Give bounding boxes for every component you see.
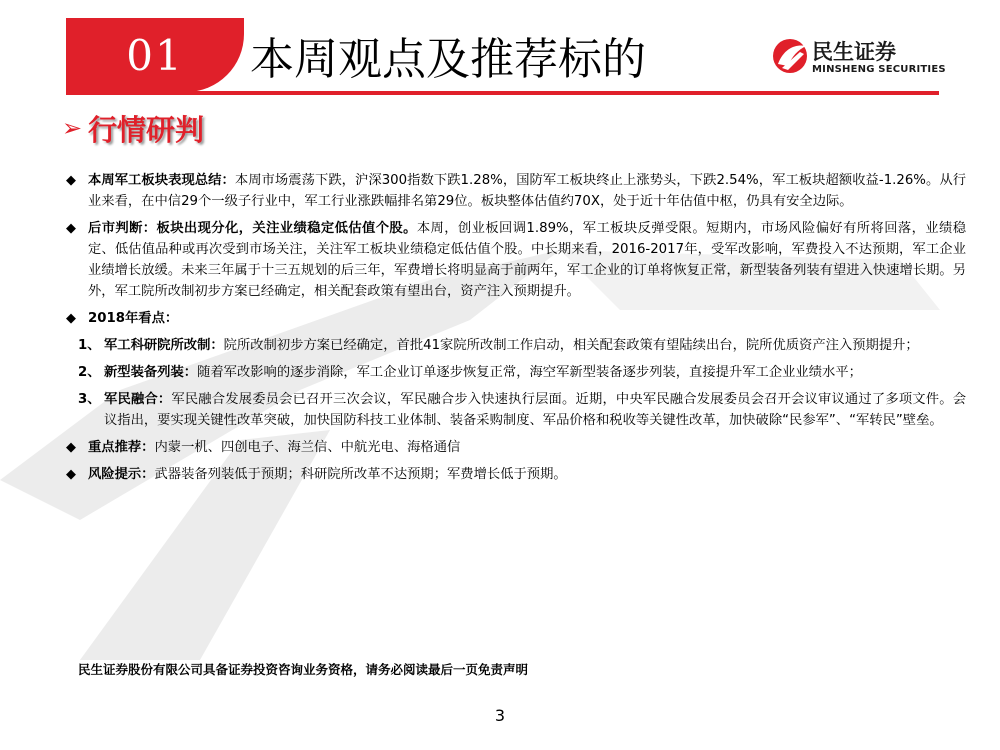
diamond-bullet-icon: ◆ xyxy=(66,311,76,326)
logo-english-name: MINSHENG SECURITIES xyxy=(812,64,946,75)
diamond-bullet-icon: ◆ xyxy=(66,173,76,188)
sub-item-index: 3、 xyxy=(78,392,101,407)
bullet-item-outlook xyxy=(66,218,966,302)
sub-item-label: 军工科研院所改制： xyxy=(104,338,224,353)
sub-item-index: 1、 xyxy=(78,338,101,353)
item-text: 内蒙一机、四创电子、海兰信、中航光电、海格通信 xyxy=(154,440,461,455)
sub-item-civil-military xyxy=(66,389,966,431)
page-title: 本周观点及推荐标的 xyxy=(250,34,646,85)
item-text: 本周市场震荡下跌，沪深300指数下跌1.28%，国防军工板块终止上涨势头，下跌2.54%，军工板块超额收益-1.26%。从行业来看，在中信29个一级子行业中，军工行业涨跌幅排名第29位。板块整体估值约70X，处于近十年估值中枢，仍具有安全边际。 xyxy=(88,173,966,209)
sub-item-new-equipment xyxy=(66,362,966,383)
sub-item-text: 院所改制初步方案已经确定，首批41家院所改制工作启动，相关配套政策有望陆续出台，院所优质资产注入预期提升； xyxy=(223,338,919,353)
bullet-item-risk-warning xyxy=(66,464,966,485)
sub-item-label: 新型装备列装： xyxy=(104,365,198,380)
sub-item-index: 2、 xyxy=(78,365,101,380)
arrow-icon: ➢ xyxy=(62,114,83,142)
page-number: 3 xyxy=(494,706,506,725)
logo-chinese-name: 民生证券 xyxy=(812,40,896,64)
item-text: 本周，创业板回调1.89%，军工板块反弹受限。短期内，市场风险偏好有所将回落，业绩稳定、低估值品种或再次受到市场关注，关注军工板块业绩稳定低估值个股。中长期来看，2016-2017年，受军改影响，军费投入不达预期，军工企业业绩增长放缓。未来三年属于十三五规划的后三年，军费增长将明显高于前两年，军工企业的订单将恢复正常，新型装备列装有望进入快速增长期。另外，军工院所改制初步方案已经确定，相关配套政策有望出台，资产注入预期提升。 xyxy=(88,221,966,299)
sub-item-label: 军民融合： xyxy=(104,392,172,407)
diamond-bullet-icon: ◆ xyxy=(66,221,76,236)
bullet-item-weekly-summary xyxy=(66,170,966,212)
section-number: 01 xyxy=(126,31,184,80)
item-label: 风险提示： xyxy=(88,467,155,482)
sub-item-text: 军民融合发展委员会已召开三次会议，军民融合步入快速执行层面。近期，中央军民融合发展委员会召开会议审议通过了多项文件。会议指出，要实现关键性改革突破，加快国防科技工业体制、装备采购制度、军品价格和税收等关键性改革，加快破除“民参军”、“军转民”壁垒。 xyxy=(104,392,967,428)
item-label: 重点推荐： xyxy=(88,440,155,455)
disclaimer-note: 民生证券股份有限公司具备证券投资咨询业务资格，请务必阅读最后一页免责声明 xyxy=(78,662,529,677)
sub-item-text: 随着军改影响的逐步消除，军工企业订单逐步恢复正常，海空军新型装备逐步列装，直接提升军工企业业绩水平； xyxy=(197,365,862,380)
diamond-bullet-icon: ◆ xyxy=(66,440,76,455)
header-rule xyxy=(66,91,939,95)
item-label: 后市判断：板块出现分化，关注业绩稳定低估值个股。 xyxy=(88,221,417,236)
diamond-bullet-icon: ◆ xyxy=(66,467,76,482)
sub-item-institute-reform xyxy=(66,335,966,356)
main-content xyxy=(66,170,966,491)
page-header xyxy=(0,0,1000,100)
section-title: 行情研判 xyxy=(88,113,205,147)
bullet-item-recommendations xyxy=(66,437,966,458)
item-label: 2018年看点： xyxy=(88,311,179,326)
item-label: 本周军工板块表现总结： xyxy=(88,173,235,188)
bullet-item-2018-highlights xyxy=(66,308,966,329)
item-text: 武器装备列装低于预期；科研院所改革不达预期；军费增长低于预期。 xyxy=(154,467,567,482)
